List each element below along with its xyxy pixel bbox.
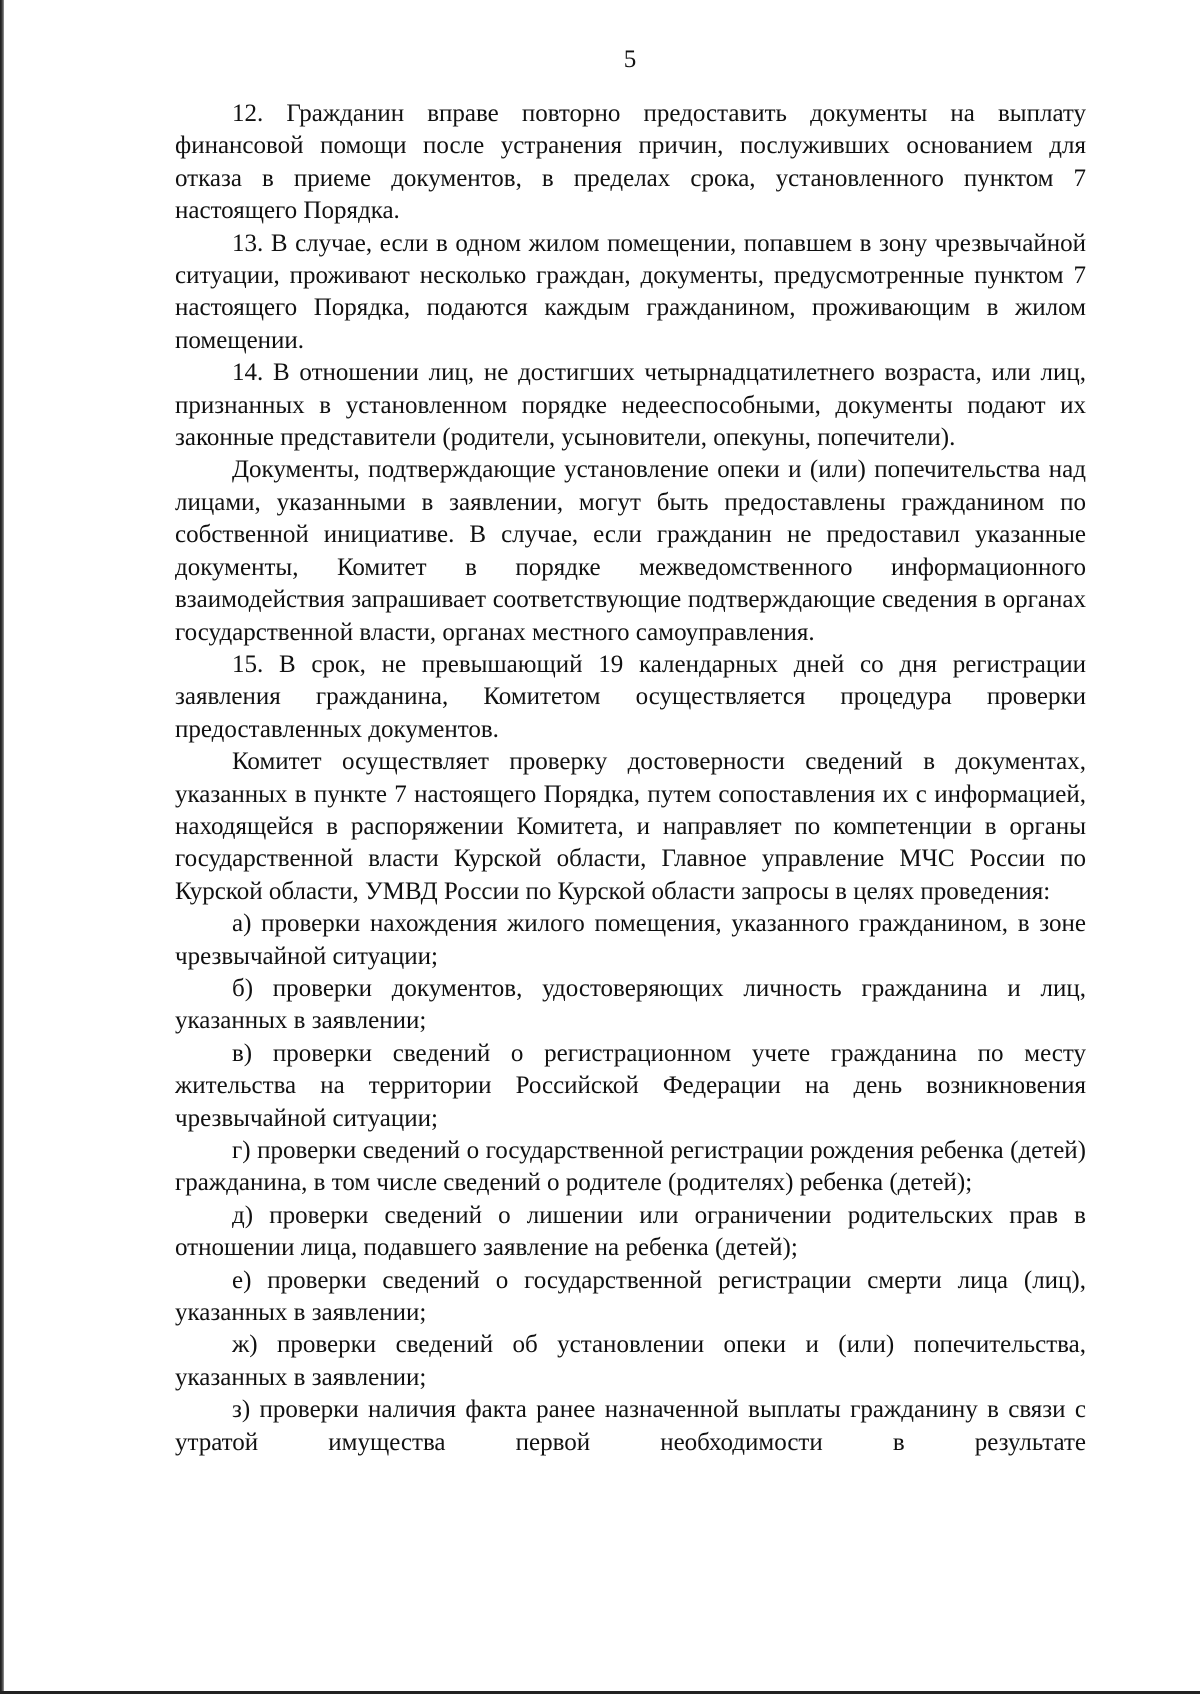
scan-edge-left [0, 0, 4, 1694]
list-item-zh: ж) проверки сведений об установлении опеки и (или) попечительства, указанных в заявлении; [175, 1331, 1086, 1391]
page-number: 5 [623, 46, 637, 73]
paragraph-13: 13. В случае, если в одном жилом помещении, попавшем в зону чрезвычайной ситуации, проживают несколько граждан, документы, предусмотренные пунктом 7 настоящего Порядка, подаются каждым гражданином, проживающим в жилом помещении. [175, 229, 1086, 354]
paragraph-14: 14. В отношении лиц, не достигших четырнадцатилетнего возраста, или лиц, признанных в установленном порядке недееспособными, документы подают их законные представители (родители, усыновители, опекуны, попечители). [175, 359, 1086, 452]
paragraph-14-guardianship: Документы, подтверждающие установление опеки и (или) попечительства над лицами, указанными в заявлении, могут быть предоставлены гражданином по собственной инициативе. В случае, если гражданин не предоставил указанные документы, Комитет в порядке межведомственного информационного взаимодействия запрашивает соответствующие подтверждающие сведения в органах государственной власти, органах местного самоуправления. [175, 456, 1086, 646]
list-item-a: а) проверки нахождения жилого помещения, указанного гражданином, в зоне чрезвычайной ситуации; [175, 910, 1086, 970]
paragraph-12: 12. Гражданин вправе повторно предоставить документы на выплату финансовой помощи после устранения причин, послуживших основанием для отказа в приеме документов, в пределах срока, установленного пунктом 7 настоящего Порядка. [175, 100, 1086, 225]
list-item-b: б) проверки документов, удостоверяющих личность гражданина и лиц, указанных в заявлении; [175, 974, 1086, 1035]
list-item-g: г) проверки сведений о государственной регистрации рождения ребенка (детей) гражданина, в том числе сведений о родителе (родителях) ребенка (детей); [175, 1137, 1086, 1197]
list-item-e: е) проверки сведений о государственной регистрации смерти лица (лиц), указанных в заявлении; [175, 1266, 1086, 1327]
document-body [175, 98, 1086, 1459]
paragraph-15-verification: Комитет осуществляет проверку достоверности сведений в документах, указанных в пункте 7 настоящего Порядка, путем сопоставления их с информацией, находящейся в распоряжении Комитета, и направляет по компетенции в органы государственной власти Курской области, Главное управление МЧС России по Курской области, УМВД России по Курской области запросы в целях проведения: [175, 748, 1086, 905]
list-item-z: з) проверки наличия факта ранее назначенной выплаты гражданину в связи с утратой имущества первой необходимости в результате [175, 1396, 1086, 1456]
list-item-v: в) проверки сведений о регистрационном учете гражданина по месту жительства на территории Российской Федерации на день возникновения чрезвычайной ситуации; [175, 1039, 1086, 1132]
list-item-d: д) проверки сведений о лишении или ограничении родительских прав в отношении лица, подавшего заявление на ребенка (детей); [175, 1201, 1086, 1262]
paragraph-15: 15. В срок, не превышающий 19 календарных дней со дня регистрации заявления гражданина, Комитетом осуществляется процедура проверки предоставленных документов. [175, 650, 1086, 743]
